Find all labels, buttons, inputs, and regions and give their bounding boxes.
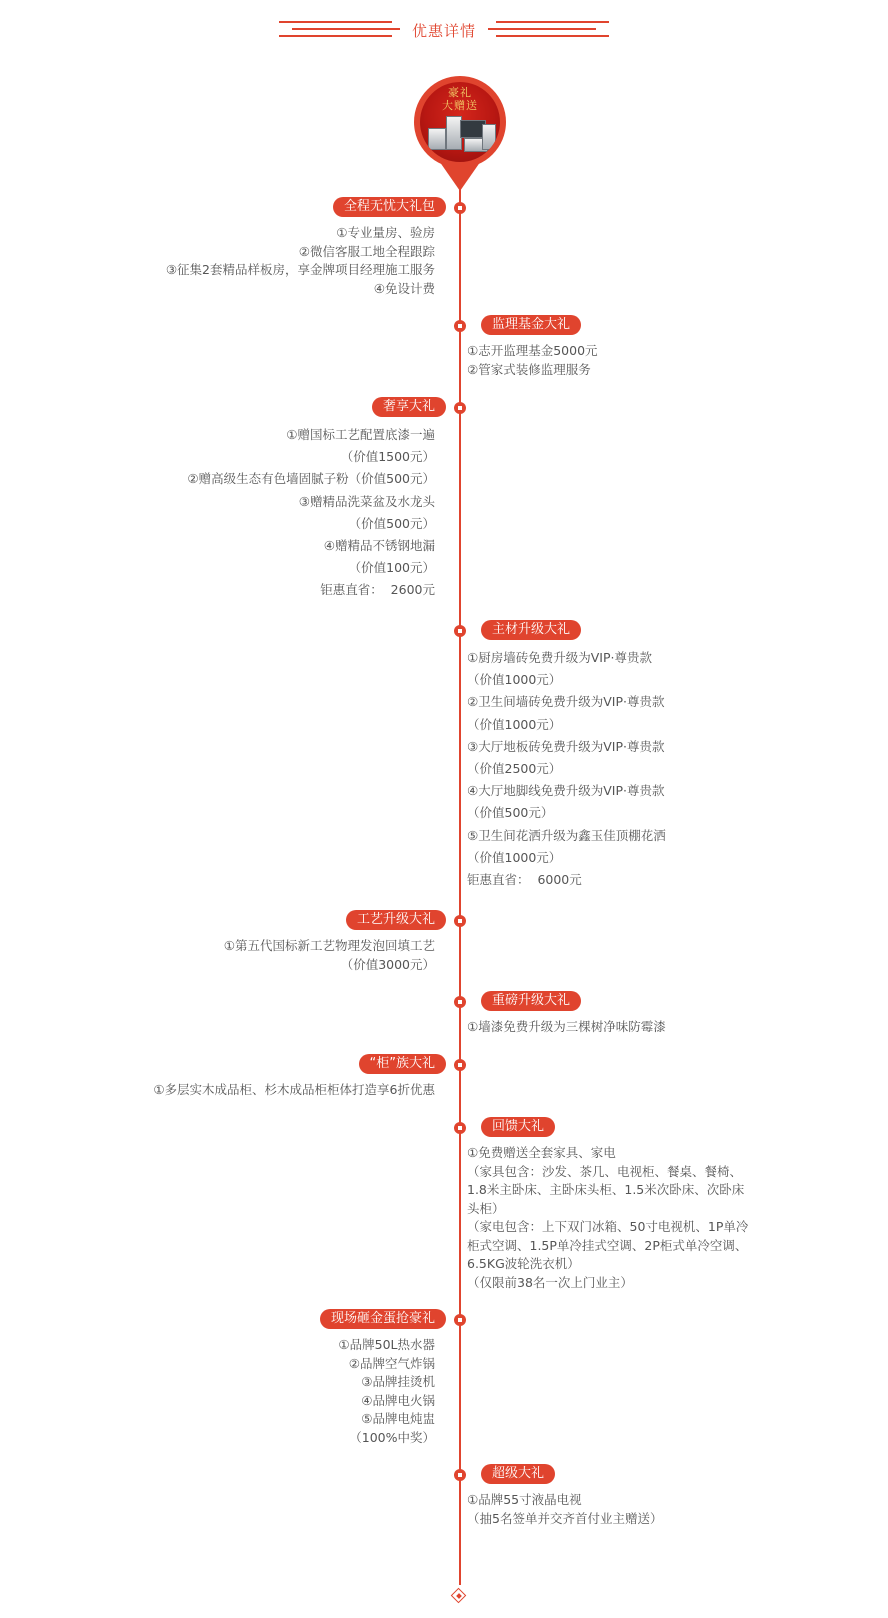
section-line: 柜式空调、1.5P单冷挂式空调、2P柜式单冷空调、 [467,1237,748,1253]
section-line: （价值1000元） [467,672,562,688]
section-line: （100%中奖） [349,1429,435,1445]
timeline-node [454,320,466,332]
section-line: （价值1000元） [467,849,562,865]
section-lines [467,1144,748,1292]
section-lines [467,1491,662,1528]
section-lines [166,224,435,298]
section-tag: 重磅升级大礼 [481,991,581,1011]
timeline-node [454,402,466,414]
section-line: ①专业量房、验房 [336,225,435,240]
timeline-node [454,1314,466,1326]
section-line: （价值500元） [467,805,554,821]
section-line: ①免费赠送全套家具、家电 [467,1145,616,1160]
section-line: （价值500元） [348,515,435,531]
section-line: 钜惠直省： 2600元 [320,582,435,598]
section-line: 6.5KG波轮洗衣机） [467,1256,580,1271]
section-header [0,18,888,42]
section-line: （价值100元） [348,560,435,576]
section-line: （仅限前38名一次上门业主） [467,1274,633,1290]
hero-caption-line2: 大赠送 [442,99,478,112]
section-line: 钜惠直省： 6000元 [467,872,582,888]
section-line: ③征集2套精品样板房，享金牌项目经理施工服务 [165,262,435,277]
section-line: ④免设计费 [373,280,435,296]
section-line: ①第五代国标新工艺物理发泡回填工艺 [223,938,435,953]
section-lines [187,424,435,602]
section-lines [153,1081,435,1100]
section-line: （价值3000元） [340,956,435,972]
section-line: ①志开监理基金5000元 [467,343,598,358]
section-line: （价值1500元） [340,449,435,465]
section-line: 1.8米主卧床、主卧床头柜、1.5米次卧床、次卧床 [467,1182,745,1197]
section-line: ③赠精品洗菜盆及水龙头 [298,493,435,509]
section-line: 头柜） [467,1200,505,1216]
timeline-node [454,1469,466,1481]
section-line: ④品牌电火锅 [361,1392,435,1408]
hero-caption-line1: 豪礼 [448,86,472,99]
timeline-node [454,1122,466,1134]
header-right-line-middle [488,28,596,30]
section-tag: 主材升级大礼 [481,620,581,640]
section-lines [467,1018,666,1037]
timeline-node [454,202,466,214]
section-line: ⑤品牌电炖盅 [361,1411,435,1426]
timeline-node [454,915,466,927]
section-lines [467,647,666,891]
section-tag: 监理基金大礼 [481,315,581,335]
section-lines [224,937,435,974]
section-line: ①墙漆免费升级为三棵树净味防霉漆 [467,1019,666,1034]
section-line: （家电包含：上下双门冰箱、50寸电视机、1P单冷 [467,1219,749,1234]
section-line: ②管家式装修监理服务 [467,361,591,377]
section-line: （价值1000元） [467,716,562,732]
section-line: ④赠精品不锈钢地漏 [323,538,435,554]
timeline-node [454,1059,466,1071]
section-line: （家具包含：沙发、茶几、电视柜、餐桌、餐椅、 [467,1163,743,1179]
section-line: ③品牌挂烫机 [361,1374,435,1389]
header-right-line-top [496,21,609,23]
section-lines [467,342,598,379]
section-tag: 现场砸金蛋抢豪礼 [320,1309,446,1329]
section-line: ②微信客服工地全程跟踪 [298,243,435,259]
section-line: ⑤卫生间花洒升级为鑫玉佳顶棚花洒 [467,827,666,843]
section-line: （价值2500元） [467,761,562,777]
timeline-node [454,625,466,637]
section-tag: 工艺升级大礼 [346,910,446,930]
section-line: ③大厅地板砖免费升级为VIP·尊贵款 [467,738,665,754]
section-line: ②卫生间墙砖免费升级为VIP·尊贵款 [467,694,665,710]
section-tag: “柜”族大礼 [359,1054,446,1074]
section-line: （抽5名签单并交齐首付业主赠送） [467,1510,663,1526]
section-tag: 全程无忧大礼包 [333,197,446,217]
appliance-heater-image [482,124,496,150]
timeline-node [454,996,466,1008]
appliance-washer-image [428,128,446,150]
section-line: ①厨房墙砖免费升级为VIP·尊贵款 [467,650,652,665]
section-tag: 超级大礼 [481,1464,555,1484]
hero-gift-image [420,82,500,162]
section-tag: 奢享大礼 [372,397,446,417]
section-lines [338,1336,435,1447]
section-line: ①品牌50L热水器 [338,1337,435,1352]
section-line: ④大厅地脚线免费升级为VIP·尊贵款 [467,783,665,799]
timeline-spine [459,160,461,1585]
section-tag: 回馈大礼 [481,1117,555,1137]
section-line: ②品牌空气炸锅 [348,1355,435,1371]
hero-image-caption [420,86,500,112]
section-line: ①多层实木成品柜、杉木成品柜柜体打造享6折优惠 [153,1082,435,1097]
section-line: ①品牌55寸液晶电视 [467,1492,582,1507]
header-right-line-bottom [496,35,609,37]
section-line: ①赠国标工艺配置底漆一遍 [286,427,435,442]
header-title: 优惠详情 [411,22,476,40]
section-line: ②赠高级生态有色墙固腻子粉（价值500元） [187,471,435,487]
